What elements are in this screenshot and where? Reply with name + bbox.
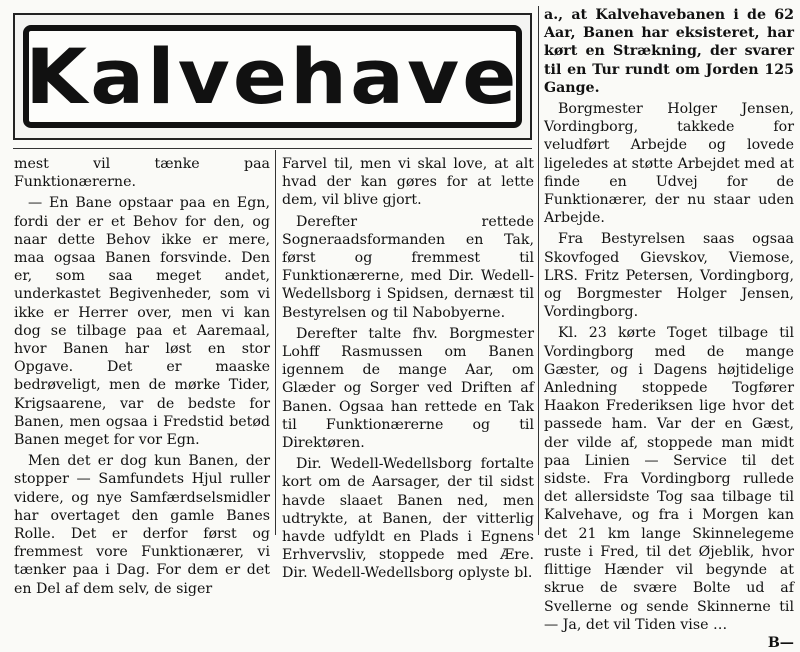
col2-paragraph-3: Derefter talte fhv. Borgmester Lohff Rasmussen om Banen igennem de mange Aar, om Glæder og Sorger ved Driften af Banen. Ogsaa han rettede en Tak til Funktionærerne og til Direktøren. [282,325,534,452]
col1-paragraph-1: mest vil tænke paa Funktionærerne. [14,156,270,191]
article-column-1 [14,155,270,597]
col2-paragraph-1: Farvel til, men vi skal love, at alt hvad der kan gøres for at lette dem, vil blive gjort. [282,156,534,209]
article-column-3 [544,6,794,651]
col3-paragraph-3: Fra Bestyrelsen saas ogsaa Skovfoged Gievskov, Viemose, LRS. Fritz Petersen, Vordingborg, og Borgmester Holger Jensen, Vordingborg. [544,231,794,321]
col3-paragraph-1: a., at Kalvehavebanen i de 62 Aar, Banen har eksisteret, har kørt en Strækning, der svarer til en Tur rundt om Jorden 125 Gange. [544,7,794,96]
col2-paragraph-2: Derefter rettede Sogneraadsformanden en Tak, først og fremmest til Funktionærerne, med Dir. Wedell-Wedellsborg i Spidsen, dernæst til Bestyrelsen og til Nabobyerne. [282,213,534,321]
col3-paragraph-2: Borgmester Holger Jensen, Vordingborg, takkede for veludført Arbejde og lovede ligeledes at støtte Arbejdet med at finde en Udvej for de Funktionærer, der nu staar uden Arbejde. [544,101,794,227]
signature: B— [767,634,794,651]
headline: Kalvehave [25,31,520,121]
col3-paragraph-4: Kl. 23 kørte Toget tilbage til Vordingborg med de mange Gæster, og i Dagens højtidelige Anledning stoppede Togfører Haakon Frederiksen lige hvor det passede ham. Var der en Gæst, der vilde af, stoppede man midt paa Linien — Service til det sidste. Fra Vordingborg rullede det allersidste Tog saa tilbage til Kalvehave, og fra i Morgen kan det 21 km lange Skinnelegeme ruste i Fred, til det Øjeblik, hvor flittige Hænder vil begynde at skrue de svære Bolte ud af Svellerne og sende Skinnerne til — Ja, det vil Tiden vise … [544,325,794,633]
col1-paragraph-3: Men det er dog kun Banen, der stopper — Samfundets Hjul ruller videre, og nye Samfærdselsmidler har overtaget den gamle Banes Rolle. Det er derfor først og fremmest vore Funktionærer, vi tænker paa i Dag. For dem er det en Del af dem selv, de siger [14,453,270,597]
column-rule-2 [538,6,539,535]
headline-sign [13,13,532,140]
column-top-rule [13,148,532,149]
headline-sign-frame [23,25,522,128]
column-rule-1 [275,150,276,535]
col2-paragraph-4: Dir. Wedell-Wedellsborg fortalte kort om de Aarsager, der til sidst havde slaaet Banen ned, men udtrykte, at Banen, der vitterlig havde udfyldt en Plads i Egnens Erhvervsliv, stoppede med Ære. Dir. Wedell-Wedellsborg oplyste bl. [282,456,534,582]
col1-paragraph-2: — En Bane opstaar paa en Egn, fordi der er et Behov for den, og naar dette Behov ikke er mere, maa ogsaa Banen forsvinde. Den er, som saa meget andet, underkastet Begivenheder, som vi ikke er Herrer over, men vi kan dog se tilbage paa et Aaremaal, hvor Banen har løst en stor Opgave. Det er maaske bedrøveligt, men de mørke Tider, Krigsaarene, var de bedste for Banen, men ogsaa i Fredstid betød Banen meget for vor Egn. [14,195,270,449]
article-column-2 [282,155,534,582]
